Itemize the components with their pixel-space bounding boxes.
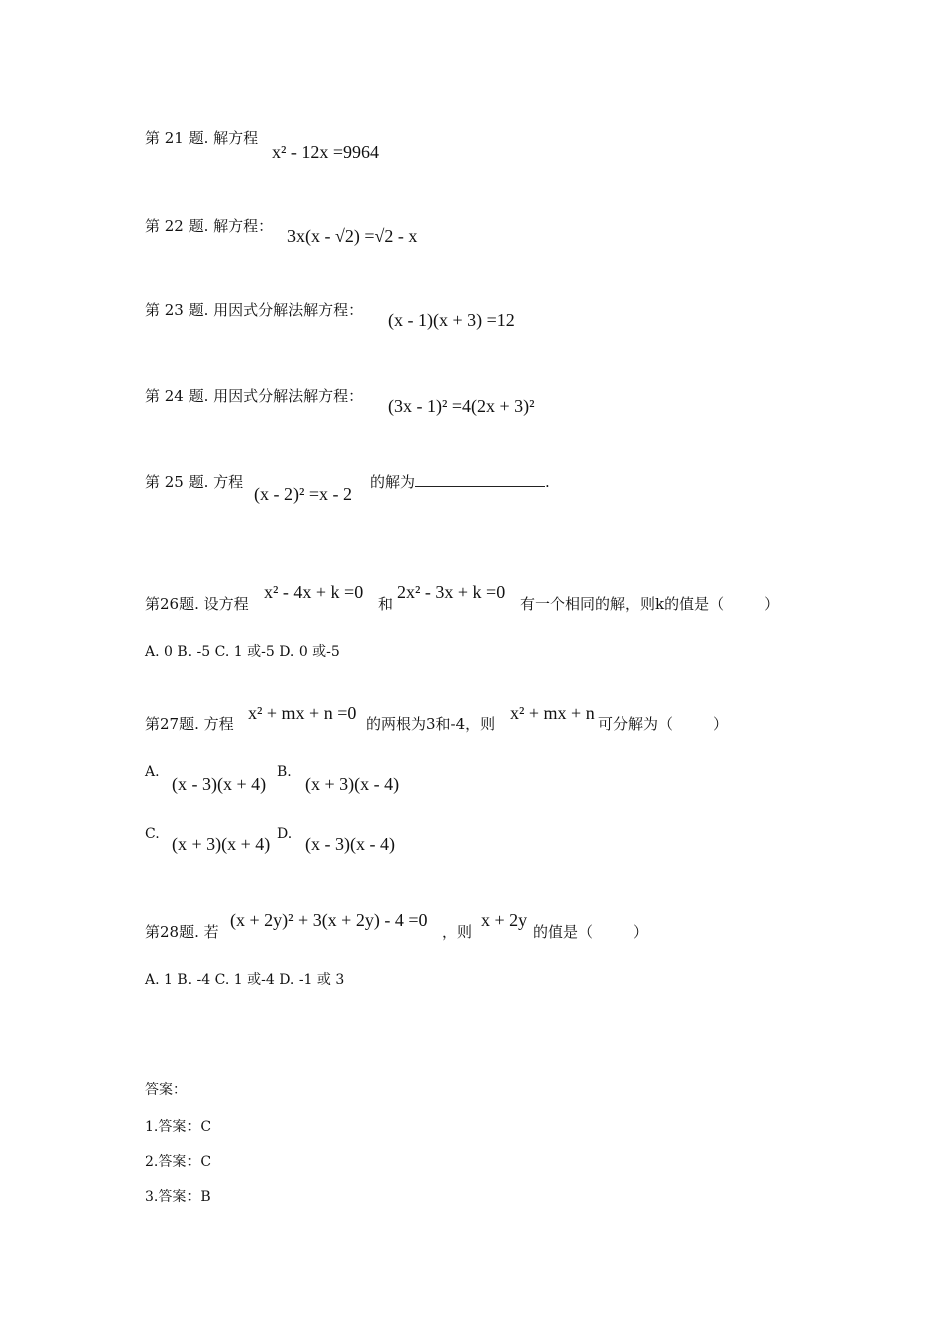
- q24-label: 第 24 题. 用因式分解法解方程：: [145, 387, 364, 405]
- q28-tail: [533, 922, 648, 942]
- q27-option-b: (x + 3)(x - 4): [305, 774, 400, 794]
- q23-equation: (x - 1)(x + 3) =12: [388, 310, 515, 330]
- q25-label: 第 25 题. 方程: [145, 473, 244, 491]
- q25-answer-blank[interactable]: [415, 472, 545, 487]
- q28-label: 第28题. 若: [145, 923, 219, 941]
- q26-label: 第26题. 设方程: [145, 595, 249, 613]
- q27-option-d: (x - 3)(x - 4): [305, 834, 395, 854]
- q23-label: 第 23 题. 用因式分解法解方程：: [145, 301, 364, 319]
- q27-option-b-label: B.: [277, 764, 292, 780]
- q26-and: 和: [378, 595, 394, 613]
- q25-period: .: [545, 473, 550, 491]
- q28-close-paren: ）: [633, 923, 649, 941]
- q28-equation-1: (x + 2y)² + 3(x + 2y) - 4 =0: [230, 910, 428, 930]
- q28-mid: ，则: [442, 923, 473, 941]
- q27-close-paren: ）: [713, 715, 729, 733]
- q27-option-d-label: D.: [277, 826, 293, 842]
- q25-equation: (x - 2)² =x - 2: [254, 484, 353, 504]
- q26-options: A. 0 B. -5 C. 1 或-5 D. 0 或-5: [145, 644, 340, 660]
- q26-tail-text: 有一个相同的解，则k的值是（: [520, 595, 725, 613]
- q25-tail-text: 的解为: [370, 473, 416, 491]
- q27-option-c: (x + 3)(x + 4): [172, 834, 271, 854]
- answer-1: 1.答案：C: [145, 1119, 212, 1135]
- q26-close-paren: ）: [764, 595, 780, 613]
- q27-mid: 的两根为3和-4，则: [366, 715, 496, 733]
- q28-options: A. 1 B. -4 C. 1 或-4 D. -1 或 3: [145, 972, 345, 988]
- q27-option-a-label: A.: [145, 764, 160, 780]
- q27-tail-text: 可分解为（: [598, 715, 674, 733]
- q26-equation-2: 2x² - 3x + k =0: [397, 582, 506, 602]
- q28-tail-text: 的值是（: [533, 923, 594, 941]
- q21-label: 第 21 题. 解方程: [145, 129, 259, 147]
- q27-tail: [598, 714, 728, 734]
- q27-equation-1: x² + mx + n =0: [248, 703, 357, 723]
- q27-equation-2: x² + mx + n: [510, 703, 595, 723]
- q26-tail: [520, 594, 779, 614]
- answers-title: 答案：: [145, 1082, 187, 1098]
- q27-option-a: (x - 3)(x + 4): [172, 774, 267, 794]
- q27-option-c-label: C.: [145, 826, 160, 842]
- q24-equation: (3x - 1)² =4(2x + 3)²: [388, 396, 535, 416]
- answer-3: 3.答案：B: [145, 1189, 211, 1205]
- q27-label: 第27题. 方程: [145, 715, 234, 733]
- q22-label: 第 22 题. 解方程：: [145, 217, 274, 235]
- q22-equation: 3x(x - √2) =√2 - x: [287, 226, 418, 246]
- q25-tail: [370, 472, 550, 492]
- q28-equation-2: x + 2y: [481, 910, 528, 930]
- q26-equation-1: x² - 4x + k =0: [264, 582, 364, 602]
- answer-2: 2.答案：C: [145, 1154, 212, 1170]
- q21-equation: x² - 12x =9964: [272, 142, 380, 162]
